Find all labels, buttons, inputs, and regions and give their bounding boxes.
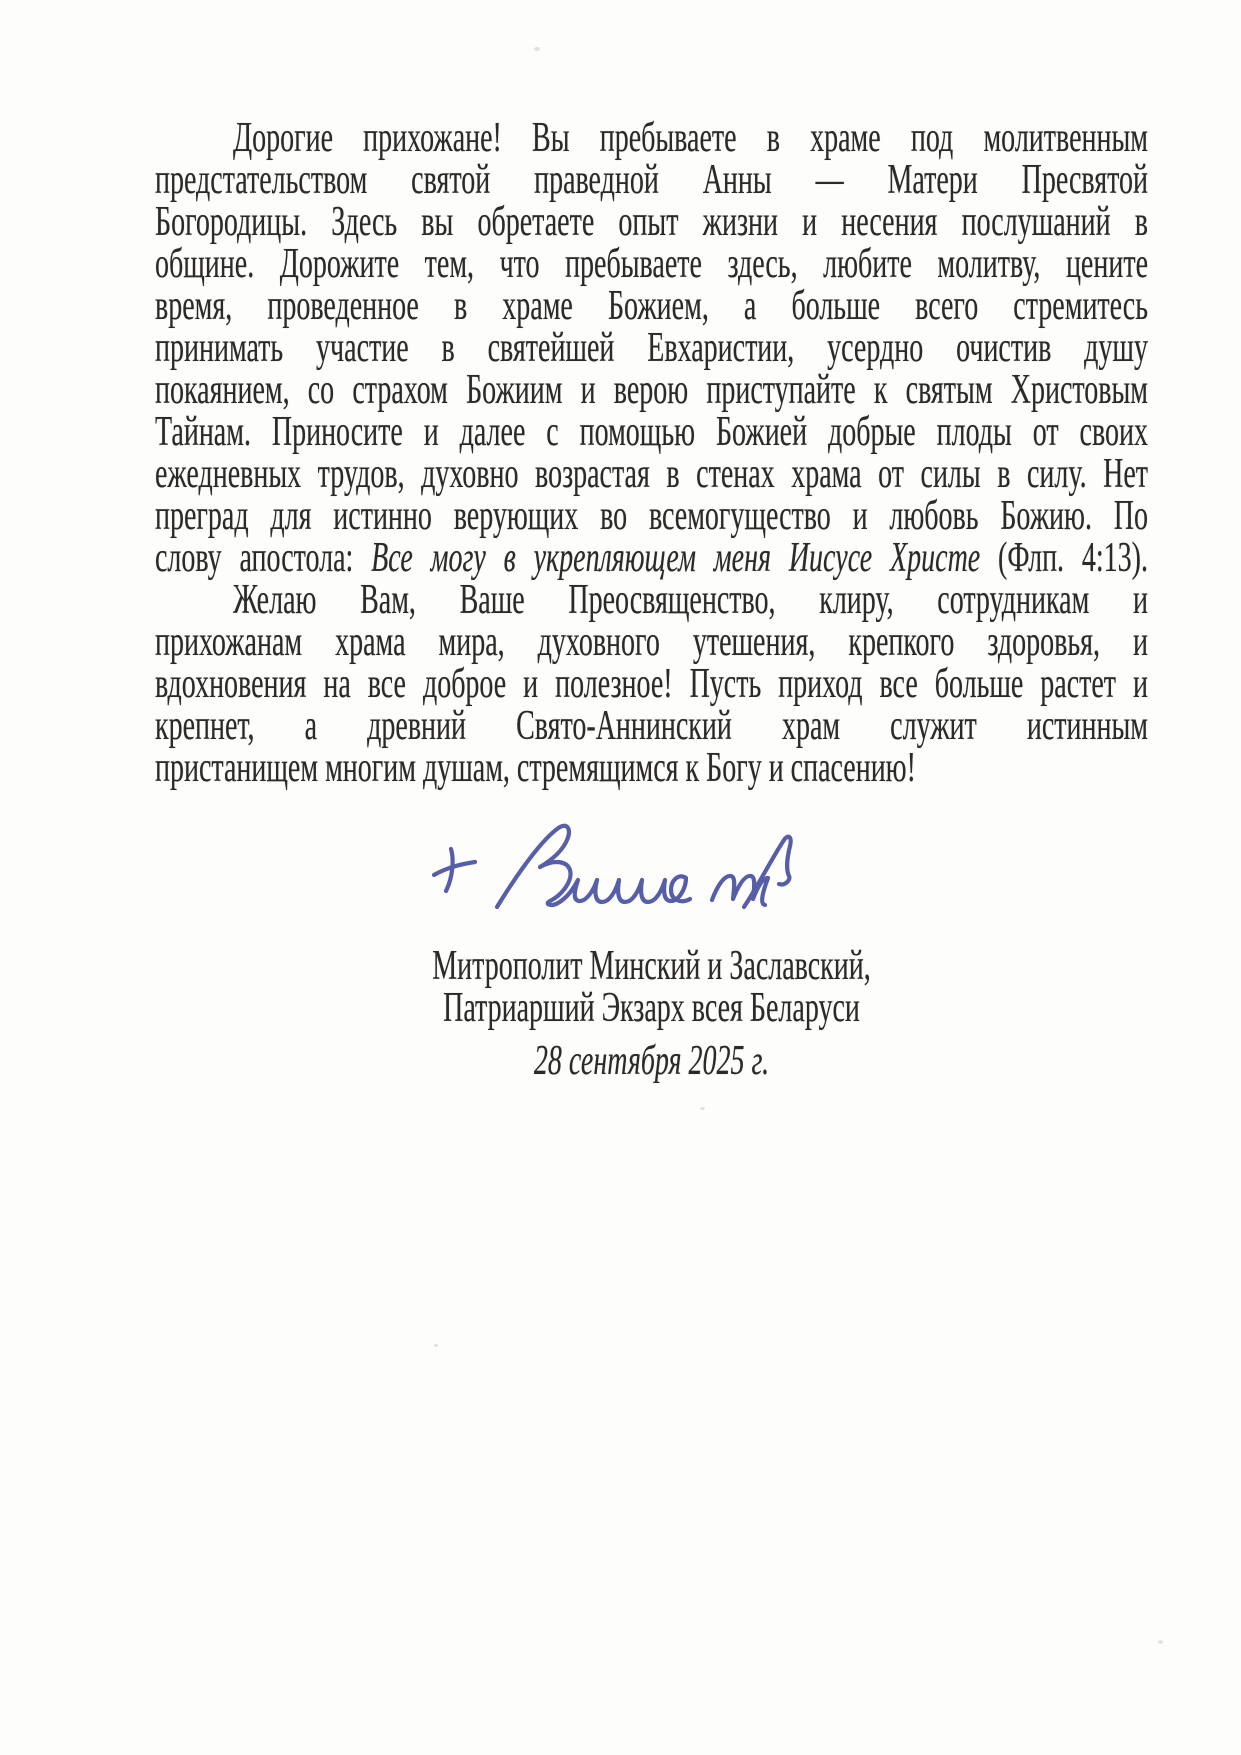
scripture-reference-text: (Флп. 4:13). xyxy=(998,535,1148,582)
paragraph2-line: вдохновения на все доброе и полезное! Пусть приход все больше растет и xyxy=(155,661,1148,708)
paragraph1-final-line xyxy=(155,535,1148,582)
paragraph1-line: Дорогие прихожане! Вы пребываете в храме под молитвенным xyxy=(233,115,1148,162)
paragraph1-line: предстательством святой праведной Анны — Матери Пресвятой xyxy=(155,157,1148,204)
paragraph2-line: пристанищем многим душам, стремящимся к Богу и спасению! xyxy=(155,745,916,792)
letter-body xyxy=(155,115,1148,792)
scan-speck xyxy=(1158,1640,1163,1644)
handwritten-signature xyxy=(423,813,803,917)
scripture-quote-text: Все могу в укрепляющем меня Иисусе Христе xyxy=(371,535,981,582)
paragraph2-line: Желаю Вам, Ваше Преосвященство, клиру, сотрудникам и xyxy=(233,577,1148,624)
letter-date: 28 сентября 2025 г. xyxy=(533,1038,770,1085)
paragraph1-line: время, проведенное в храме Божием, а больше всего стремитесь xyxy=(155,283,1148,330)
scan-speck xyxy=(534,47,540,51)
signoff-block xyxy=(155,943,1148,1032)
paragraph1-line: принимать участие в святейшей Евхаристии, усердно очистив душу xyxy=(155,325,1148,372)
paragraph1-line: преград для истинно верующих во всемогущество и любовь Божию. По xyxy=(155,493,1148,540)
paragraph2-line: прихожанам храма мира, духовного утешения, крепкого здоровья, и xyxy=(155,619,1148,666)
paragraph1-line: Богородицы. Здесь вы обретаете опыт жизни и несения послушаний в xyxy=(155,199,1148,246)
signoff-title-line: Патриарший Экзарх всея Беларуси xyxy=(443,985,860,1032)
scan-speck xyxy=(700,1107,705,1110)
paragraph1-line: Тайнам. Приносите и далее с помощью Божией добрые плоды от своих xyxy=(155,409,1148,456)
scan-speck xyxy=(434,1344,438,1347)
paragraph1-line: ежедневных трудов, духовно возрастая в стенах храма от силы в силу. Нет xyxy=(155,451,1148,498)
paragraph1-line: покаянием, со страхом Божиим и верою приступайте к святым Христовым xyxy=(155,367,1148,414)
scripture-intro-text: слову апостола: xyxy=(155,535,354,582)
paragraph2-line: крепнет, а древний Свято-Аннинский храм служит истинным xyxy=(155,703,1148,750)
signoff-title-line: Митрополит Минский и Заславский, xyxy=(432,943,871,990)
paragraph1-line: общине. Дорожите тем, что пребываете здесь, любите молитву, цените xyxy=(155,241,1148,288)
